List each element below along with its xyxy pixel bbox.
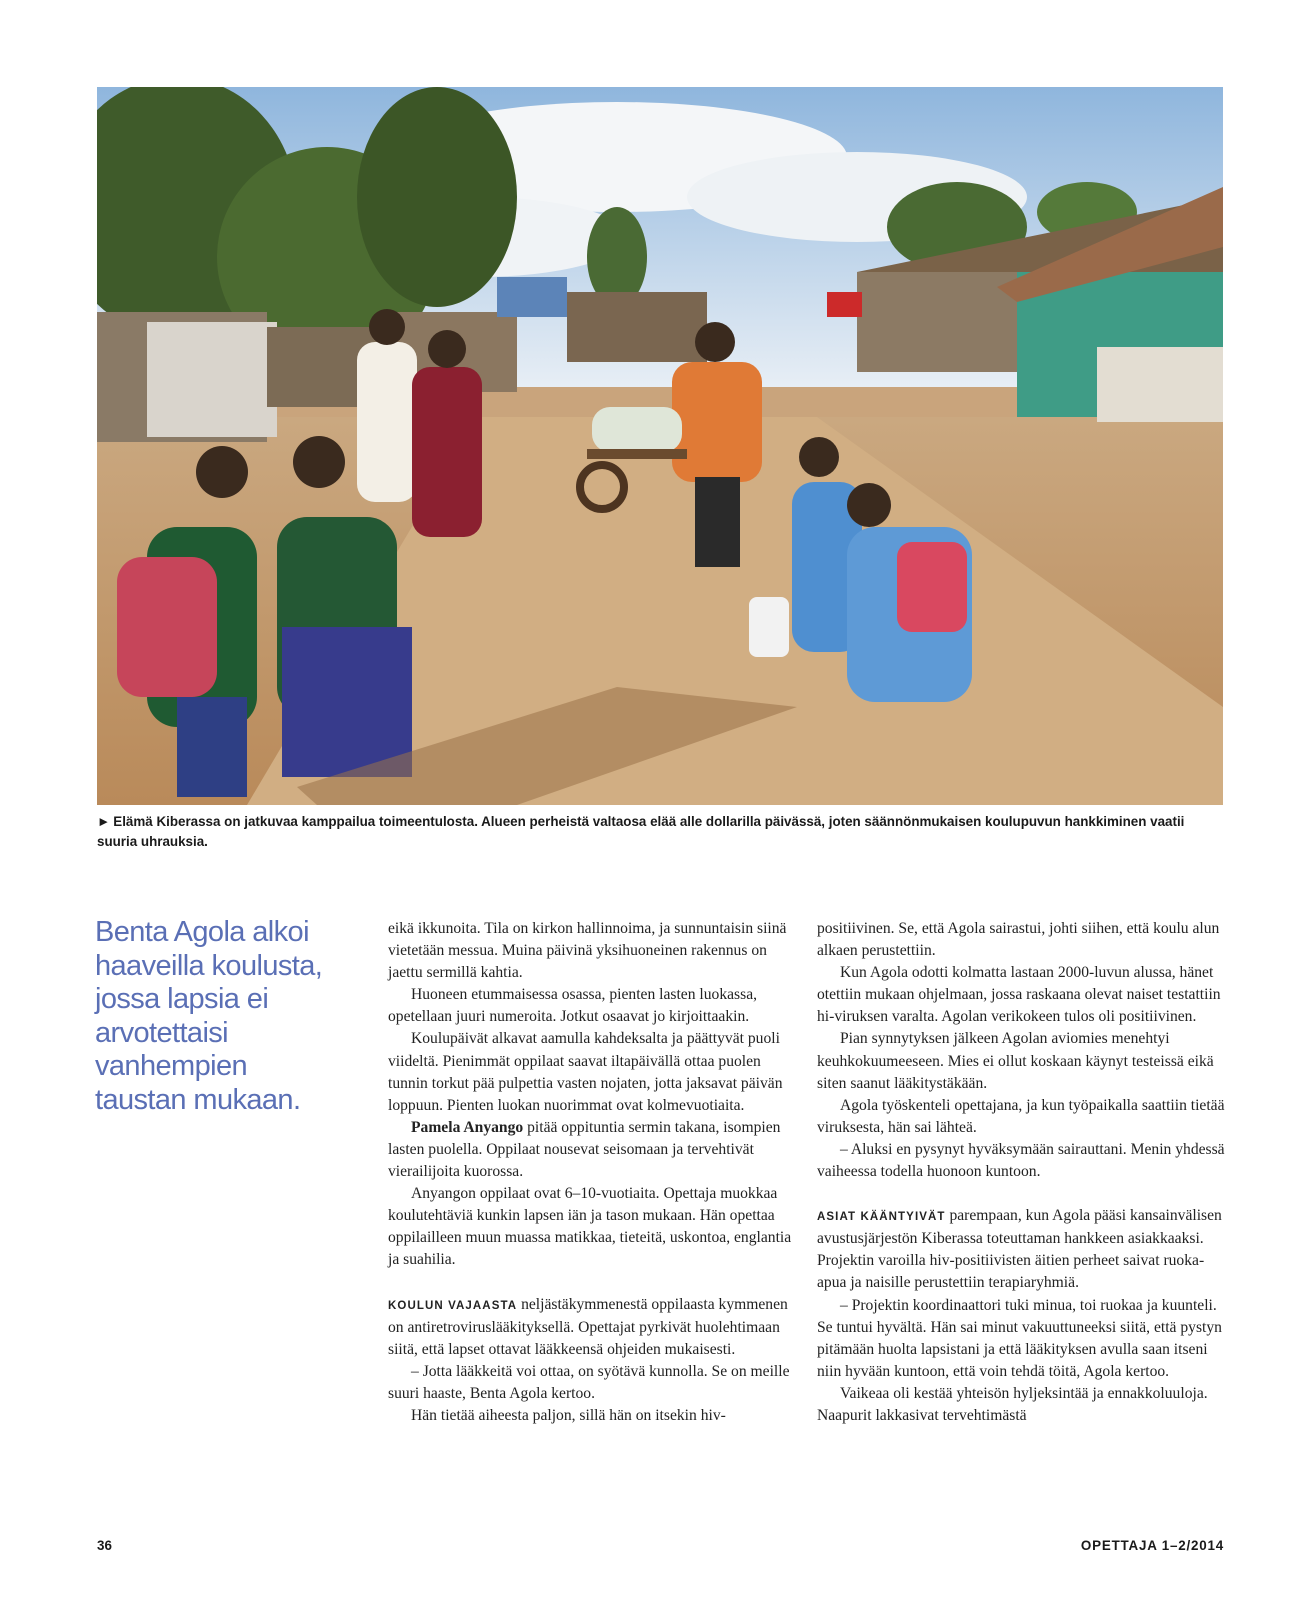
street-scene-illustration: [97, 87, 1223, 805]
magazine-issue: OPETTAJA 1–2/2014: [1080, 1538, 1224, 1553]
pull-quote: Benta Agola alkoi haaveilla koulusta, jossa lapsia ei arvotettaisi vanhempien taustan mukaan.: [95, 916, 323, 1116]
paragraph: eikä ikkunoita. Tila on kirkon hallinnoima, ja sunnuntaisin siinä vietetään messua. Muina päivinä yksihuoneinen rakennus on jaettu sermillä kahtia.: [388, 920, 787, 982]
person-name: Pamela Anyango: [411, 1118, 524, 1136]
caption-text: Elämä Kiberassa on jatkuvaa kamppailua toimeentulosta. Alueen perheistä valtaosa elää alle dollarilla päivässä, joten säännönmukaisen koulupuvun hankkiminen vaatii suuria uhrauksia.: [97, 814, 1185, 849]
paragraph-text: parempaan, kun Agola pääsi kansainvälisen avustusjärjestön Kiberassa toteuttaman hankkeen asiakkaaksi. Projektin varoilla hiv-positiivisten äitien perheet saivat ruoka-apua ja naisille perustettiin terapiaryhmiä.: [817, 1207, 1222, 1292]
paragraph: Pian synnytyksen jälkeen Agolan aviomies menehtyi keuhkokuumeeseen. Mies ei ollut koskaan käynyt testeissä eikä siten saanut lääkitystäkään.: [817, 1030, 1214, 1092]
page-number: 36: [97, 1538, 112, 1553]
street-scene-photo: [97, 87, 1223, 805]
paragraph: Vaikeaa oli kestää yhteisön hyljeksintää ja ennakkoluuloja. Naapurit lakkasivat tervehtimästä: [817, 1384, 1208, 1424]
article-column-middle: [388, 918, 796, 1427]
paragraph: Agola työskenteli opettajana, ja kun työpaikalla saattiin tietää viruksesta, hän sai lähteä.: [817, 1096, 1225, 1136]
section-lead-in: ASIAT KÄÄNTYIVÄT: [817, 1211, 946, 1224]
caption-arrow-icon: ►: [97, 814, 111, 829]
paragraph: Anyangon oppilaat ovat 6–10-vuotiaita. Opettaja muokkaa koulutehtäviä kunkin lapsen iän ja tason mukaan. Hän opettaa oppilailleen muun muassa matikkaa, tieteitä, uskontoa, englantia ja suahilia.: [388, 1185, 792, 1269]
section-lead-in: KOULUN VAJAASTA: [388, 1299, 518, 1312]
article-column-right: [817, 918, 1225, 1427]
paragraph: Koulupäivät alkavat aamulla kahdeksalta ja päättyvät puoli viideltä. Pienimmät oppilaat saavat iltapäivällä ottaa puolen tunnin torkut pää pulpettia vasten nojaten, jotta jaksavat päivän loppuun. Pienten luokan nuorimmat ovat kolmevuotiaita.: [388, 1030, 783, 1114]
paragraph: [388, 1294, 796, 1361]
paragraph: positiivinen. Se, että Agola sairastui, johti siihen, että koulu alun alkaen perustettiin.: [817, 920, 1220, 960]
paragraph: Huoneen etummaisessa osassa, pienten lasten luokassa, opetellaan juuri numeroita. Jotkut osaavat jo kirjoittaakin.: [388, 986, 758, 1026]
paragraph: – Jotta lääkkeitä voi ottaa, on syötävä kunnolla. Se on meille suuri haaste, Benta Agola kertoo.: [388, 1362, 790, 1402]
paragraph: Hän tietää aiheesta paljon, sillä hän on itsekin hiv-: [411, 1406, 726, 1424]
paragraph: Kun Agola odotti kolmatta lastaan 2000-luvun alussa, hänet otettiin mukaan ohjelmaan, jossa raskaana olevat naiset testattiin hi-viruksen varalta. Agolan verikokeen tulos oli positiivinen.: [817, 964, 1221, 1026]
paragraph: [817, 1205, 1225, 1294]
photo-caption: [97, 812, 1223, 852]
paragraph-text: neljästäkymmenestä oppilaasta kymmenen on antiretroviruslääkityksellä. Opettajat pyrkivät huolehtimaan siitä, että lapset ottavat lääkkeensä ohjeiden mukaisesti.: [388, 1295, 788, 1358]
paragraph-text: pitää oppituntia sermin takana, isompien lasten puolella. Oppilaat nousevat seisomaan ja tervehtivät vierailijoita kuorossa.: [388, 1118, 781, 1181]
paragraph: [388, 1117, 796, 1183]
paragraph: – Aluksi en pysynyt hyväksymään sairauttani. Menin yhdessä vaiheessa todella huonoon kuntoon.: [817, 1140, 1225, 1181]
paragraph: – Projektin koordinaattori tuki minua, toi ruokaa ja kuunteli. Se tuntui hyvältä. Hän sai minut vakuuttuneeksi siitä, että pystyn pitämään huolta lapsistani ja että lääkityksen avulla saan itseni niin hyvään kuntoon, että voin tehdä töitä, Agola kertoo.: [817, 1296, 1222, 1380]
